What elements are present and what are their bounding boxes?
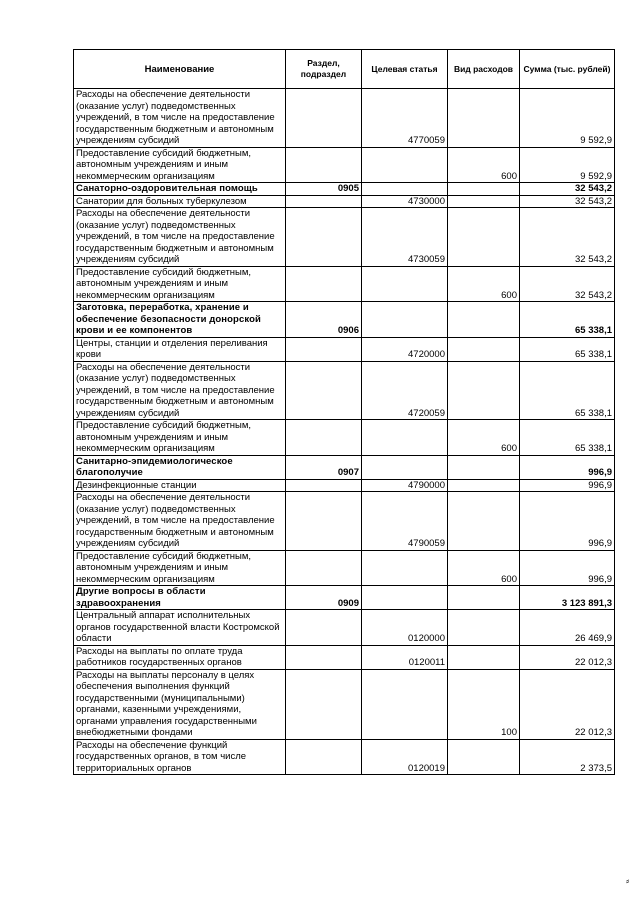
header-section: Раздел, подраздел [286,50,362,89]
row-name: Предоставление субсидий бюджетным, автономным учреждениям и иным некоммерческим организациям [74,266,286,302]
row-section [286,669,362,739]
row-article: 4720059 [362,361,448,420]
budget-table [73,49,615,775]
row-amount: 9 592,9 [520,89,615,148]
table-row [74,550,615,586]
row-expense-type [448,361,520,420]
row-amount: 32 543,2 [520,183,615,196]
table-row [74,610,615,646]
row-amount: 65 338,1 [520,302,615,338]
row-name: Расходы на выплаты по оплате труда работников государственных органов [74,645,286,669]
row-section [286,645,362,669]
row-article [362,669,448,739]
row-section: 0909 [286,586,362,610]
row-amount: 996,9 [520,492,615,551]
row-article [362,455,448,479]
row-amount: 65 338,1 [520,361,615,420]
header-amount: Сумма (тыс. рублей) [520,50,615,89]
row-section [286,147,362,183]
row-name: Предоставление субсидий бюджетным, автономным учреждениям и иным некоммерческим организациям [74,147,286,183]
row-name: Центральный аппарат исполнительных органов государственной власти Костромской области [74,610,286,646]
row-name: Расходы на обеспечение деятельности (оказание услуг) подведомственных учреждений, в том числе на предоставление государственным бюджетным и автономным учреждениям субсидий [74,89,286,148]
row-section: 0906 [286,302,362,338]
row-amount: 22 012,3 [520,645,615,669]
row-amount: 3 123 891,3 [520,586,615,610]
row-article: 0120011 [362,645,448,669]
row-article: 4790059 [362,492,448,551]
row-expense-type [448,208,520,267]
row-name: Предоставление субсидий бюджетным, автономным учреждениям и иным некоммерческим организациям [74,550,286,586]
table-row [74,361,615,420]
header-expense-type: Вид расходов [448,50,520,89]
header-name: Наименование [74,50,286,89]
table-row [74,302,615,338]
row-name: Санитарно-эпидемиологическое благополучие [74,455,286,479]
row-article: 0120000 [362,610,448,646]
row-expense-type [448,479,520,492]
row-expense-type: 600 [448,147,520,183]
row-expense-type [448,195,520,208]
table-header [74,50,615,89]
row-name: Дезинфекционные станции [74,479,286,492]
table-row [74,645,615,669]
row-amount: 9 592,9 [520,147,615,183]
row-expense-type: 600 [448,266,520,302]
table-row [74,147,615,183]
row-amount: 32 543,2 [520,195,615,208]
row-name: Расходы на выплаты персоналу в целях обеспечения выполнения функций государственными (муниципальными) органами, казенными учреждениями, органами управления государственными внебюджетными фондами [74,669,286,739]
row-article [362,266,448,302]
row-section [286,266,362,302]
row-article [362,420,448,456]
row-section [286,89,362,148]
row-name: Центры, станции и отделения переливания крови [74,337,286,361]
row-article: 4790000 [362,479,448,492]
row-name: Другие вопросы в области здравоохранения [74,586,286,610]
row-name: Расходы на обеспечение деятельности (оказание услуг) подведомственных учреждений, в том числе на предоставление государственным бюджетным и автономным учреждениям субсидий [74,492,286,551]
row-name: Санаторно-оздоровительная помощь [74,183,286,196]
row-amount: 32 543,2 [520,266,615,302]
table-row [74,455,615,479]
row-article [362,302,448,338]
row-article: 4770059 [362,89,448,148]
row-article: 0120019 [362,739,448,775]
corner-mark: ⸗ [626,876,630,887]
row-name: Расходы на обеспечение деятельности (оказание услуг) подведомственных учреждений, в том числе на предоставление государственным бюджетным и автономным учреждениям субсидий [74,208,286,267]
table-row [74,266,615,302]
row-section [286,337,362,361]
table-row [74,420,615,456]
row-section [286,550,362,586]
row-section [286,195,362,208]
row-amount: 996,9 [520,455,615,479]
row-amount: 996,9 [520,550,615,586]
row-expense-type [448,302,520,338]
row-name: Предоставление субсидий бюджетным, автономным учреждениям и иным некоммерческим организациям [74,420,286,456]
row-expense-type: 600 [448,550,520,586]
row-article: 4730000 [362,195,448,208]
row-article [362,183,448,196]
table-row [74,195,615,208]
row-name: Расходы на обеспечение функций государственных органов, в том числе территориальных органов [74,739,286,775]
table-row [74,183,615,196]
row-amount: 65 338,1 [520,420,615,456]
row-section: 0905 [286,183,362,196]
row-article [362,147,448,183]
table-row [74,586,615,610]
row-name: Расходы на обеспечение деятельности (оказание услуг) подведомственных учреждений, в том числе на предоставление государственным бюджетным и автономным учреждениям субсидий [74,361,286,420]
row-expense-type [448,739,520,775]
row-amount: 996,9 [520,479,615,492]
row-expense-type [448,645,520,669]
row-expense-type: 100 [448,669,520,739]
row-section: 0907 [286,455,362,479]
row-section [286,739,362,775]
row-article [362,550,448,586]
table-row [74,89,615,148]
row-amount: 2 373,5 [520,739,615,775]
row-expense-type [448,183,520,196]
row-expense-type [448,492,520,551]
row-section [286,208,362,267]
header-article: Целевая статья [362,50,448,89]
row-name: Санатории для больных туберкулезом [74,195,286,208]
table-row [74,479,615,492]
row-amount: 22 012,3 [520,669,615,739]
row-section [286,420,362,456]
table-row [74,669,615,739]
row-section [286,610,362,646]
row-section [286,361,362,420]
table-row [74,492,615,551]
row-article: 4720000 [362,337,448,361]
row-article: 4730059 [362,208,448,267]
row-expense-type [448,586,520,610]
row-amount: 26 469,9 [520,610,615,646]
row-section [286,492,362,551]
row-amount: 65 338,1 [520,337,615,361]
table-row [74,337,615,361]
row-article [362,586,448,610]
row-expense-type [448,455,520,479]
row-expense-type [448,610,520,646]
table-body [74,89,615,775]
row-name: Заготовка, переработка, хранение и обеспечение безопасности донорской крови и ее компонентов [74,302,286,338]
table-row [74,739,615,775]
row-amount: 32 543,2 [520,208,615,267]
row-expense-type [448,337,520,361]
table-row [74,208,615,267]
row-section [286,479,362,492]
row-expense-type: 600 [448,420,520,456]
row-expense-type [448,89,520,148]
